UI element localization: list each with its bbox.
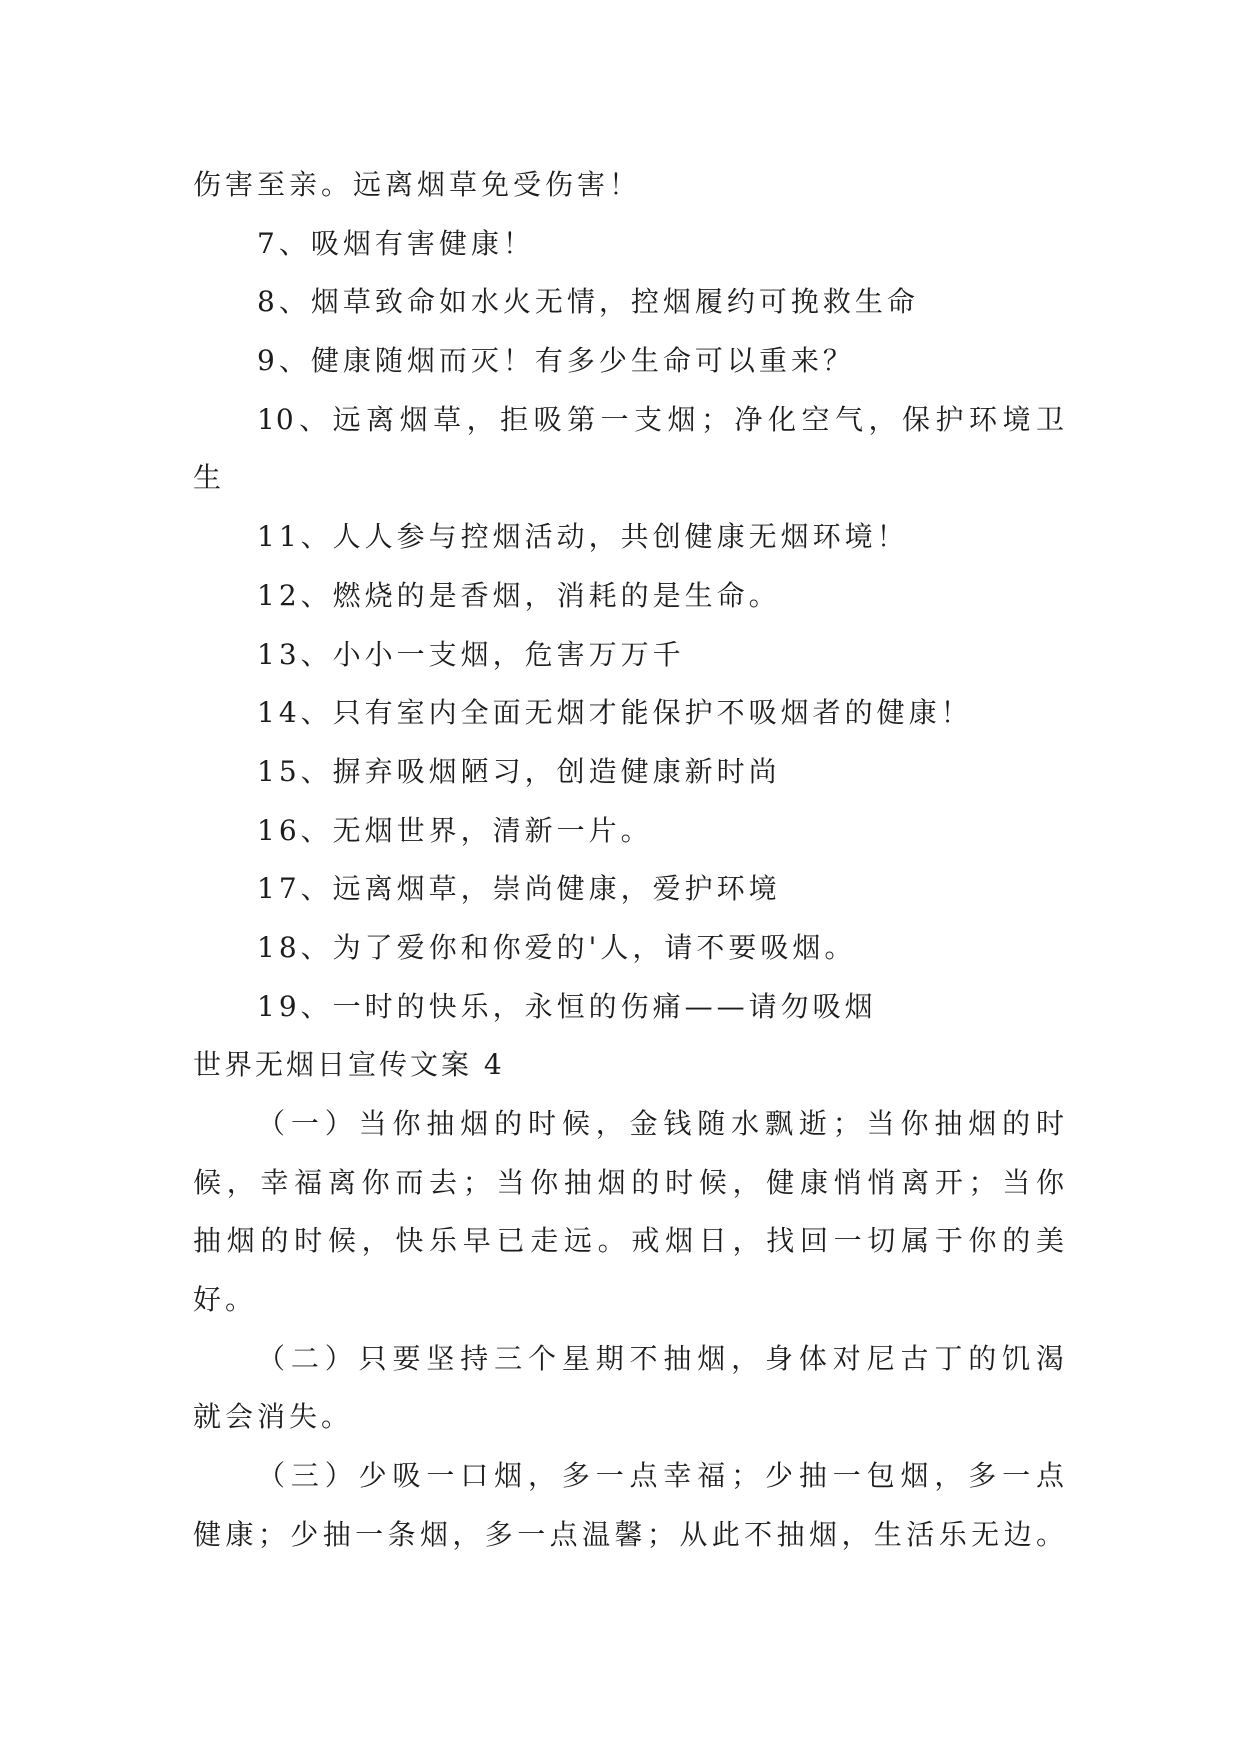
slogan-item: 18、为了爱你和你爱的'人，请不要吸烟。: [257, 930, 857, 964]
paragraph: [193, 1095, 1065, 1330]
slogan-item: 8、烟草致命如水火无情，控烟履约可挽救生命: [257, 285, 919, 319]
slogan-item: 19、一时的快乐，永恒的伤痛——请勿吸烟: [257, 989, 877, 1023]
paragraph-line: 候，幸福离你而去；当你抽烟的时候，健康悄悄离开；当你: [193, 1165, 1065, 1199]
slogan-line: 生: [193, 461, 226, 495]
document-body: [193, 156, 1065, 1565]
slogan-item: 7、吸烟有害健康！: [257, 226, 535, 260]
paragraph-line: （二）只要坚持三个星期不抽烟，身体对尼古丁的饥渴: [257, 1341, 1065, 1375]
continuation-line: 伤害至亲。远离烟草免受伤害！: [193, 168, 642, 201]
paragraph-line: 好。: [193, 1283, 258, 1317]
slogan-line: 10、远离烟草，拒吸第一支烟；净化空气，保护环境卫: [257, 402, 1065, 436]
slogan-item: 13、小小一支烟，危害万万千: [257, 637, 685, 671]
paragraph-line: 健康；少抽一条烟，多一点温馨；从此不抽烟，生活乐无边。: [193, 1517, 1065, 1551]
slogan-item: 16、无烟世界，清新一片。: [257, 813, 653, 847]
paragraph: [193, 1447, 1065, 1564]
slogan-item: 17、远离烟草，崇尚健康，爱护环境: [257, 872, 781, 906]
slogan-item: 14、只有室内全面无烟才能保护不吸烟者的健康！: [257, 696, 973, 730]
slogan-item: 9、健康随烟而灭！有多少生命可以重来？: [257, 344, 855, 378]
slogan-item: [193, 391, 1065, 508]
slogan-item: 12、燃烧的是香烟，消耗的是生命。: [257, 578, 781, 612]
section-title: 世界无烟日宣传文案 4: [193, 1048, 505, 1082]
paragraph-line: （三）少吸一口烟，多一点幸福；少抽一包烟，多一点: [257, 1459, 1065, 1493]
paragraph-line: 抽烟的时候，快乐早已走远。戒烟日，找回一切属于你的美: [193, 1224, 1065, 1258]
paragraph-line: （一）当你抽烟的时候，金钱随水飘逝；当你抽烟的时: [257, 1107, 1065, 1140]
slogan-list: [193, 215, 1065, 1037]
slogan-item: 15、摒弃吸烟陋习，创造健康新时尚: [257, 754, 781, 788]
slogan-item: 11、人人参与控烟活动，共创健康无烟环境！: [257, 520, 909, 554]
paragraph-line: 就会消失。: [193, 1400, 354, 1434]
paragraph: [193, 1330, 1065, 1447]
